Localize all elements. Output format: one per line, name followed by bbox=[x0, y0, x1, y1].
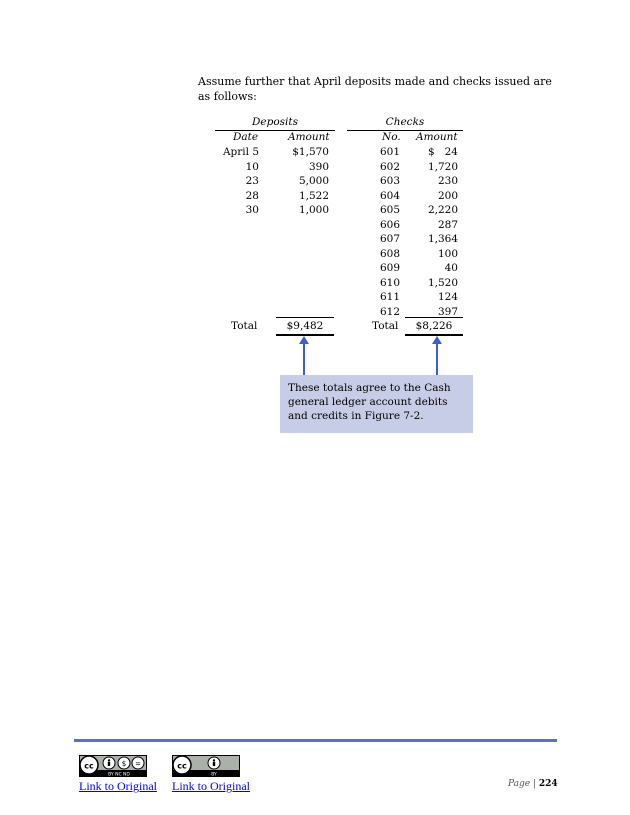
check-number: 601 bbox=[379, 146, 400, 158]
check-amount: 397 bbox=[437, 305, 458, 318]
deposits-total: $9,482 bbox=[286, 320, 324, 332]
check-amount: $ 24 bbox=[427, 146, 458, 158]
footer-rule bbox=[74, 739, 557, 742]
intro-paragraph: Assume further that April deposits made and checks issued are as follows: bbox=[198, 75, 552, 103]
checks-total: $8,226 bbox=[415, 320, 453, 332]
deposits-date-column bbox=[210, 145, 259, 218]
check-amount: 230 bbox=[437, 175, 458, 187]
deposits-amount-header: Amount bbox=[288, 131, 330, 143]
deposit-date: 10 bbox=[245, 160, 259, 173]
svg-text:BY: BY bbox=[211, 772, 217, 777]
check-amount: 1,720 bbox=[427, 160, 458, 173]
svg-text:cc: cc bbox=[84, 761, 94, 771]
cc-by-nc-nd-badge-icon bbox=[79, 755, 147, 777]
check-number: 605 bbox=[379, 204, 400, 216]
deposit-date: 30 bbox=[245, 204, 259, 216]
check-number: 611 bbox=[379, 291, 400, 303]
checks-header: Checks bbox=[385, 116, 425, 128]
deposits-arrow-icon bbox=[297, 336, 311, 376]
checks-no-header: No. bbox=[382, 131, 401, 143]
checks-total-top-rule bbox=[405, 317, 463, 318]
check-number: 612 bbox=[379, 305, 400, 318]
svg-text:BY NC ND: BY NC ND bbox=[108, 772, 130, 777]
link-to-original-2[interactable]: Link to Original bbox=[172, 779, 250, 793]
check-amount: 100 bbox=[437, 247, 458, 260]
check-number: 602 bbox=[379, 160, 400, 173]
deposit-amount: 390 bbox=[308, 160, 329, 173]
deposit-date: 28 bbox=[245, 189, 259, 202]
checks-amount-column bbox=[405, 145, 458, 319]
check-number: 606 bbox=[379, 218, 400, 231]
check-amount: 124 bbox=[437, 291, 458, 303]
check-number: 609 bbox=[379, 262, 400, 274]
check-amount: 2,220 bbox=[427, 204, 458, 216]
link-to-original-1[interactable]: Link to Original bbox=[79, 779, 157, 793]
check-amount: 200 bbox=[437, 189, 458, 202]
page-label: Page | bbox=[508, 779, 536, 789]
deposit-amount: 1,522 bbox=[298, 189, 329, 202]
svg-text:=: = bbox=[135, 760, 141, 768]
checks-total-label: Total bbox=[372, 320, 399, 332]
checks-amount-header: Amount bbox=[416, 131, 458, 143]
deposits-date-header: Date bbox=[233, 131, 259, 143]
deposits-total-top-rule bbox=[276, 317, 334, 318]
checks-arrow-icon bbox=[430, 336, 444, 376]
check-amount: 1,364 bbox=[427, 233, 458, 245]
totals-note-callout: These totals agree to the Cash general ledger account debits and credits in Figure 7-2. bbox=[280, 375, 473, 433]
check-number: 603 bbox=[379, 175, 400, 187]
deposits-total-label: Total bbox=[231, 320, 258, 332]
deposits-amount-column bbox=[276, 145, 329, 218]
page-number-value: 224 bbox=[538, 779, 558, 789]
check-number: 608 bbox=[379, 247, 400, 260]
deposit-amount: $1,570 bbox=[292, 146, 329, 158]
check-amount: 1,520 bbox=[427, 276, 458, 289]
check-number: 610 bbox=[379, 276, 400, 289]
deposit-date: April 5 bbox=[222, 146, 259, 158]
svg-text:$: $ bbox=[121, 760, 127, 768]
deposits-header: Deposits bbox=[251, 116, 299, 128]
deposit-amount: 1,000 bbox=[298, 204, 329, 216]
deposit-amount: 5,000 bbox=[298, 175, 329, 187]
cc-by-badge-icon bbox=[172, 755, 240, 777]
check-amount: 40 bbox=[444, 262, 458, 274]
check-amount: 287 bbox=[437, 218, 458, 231]
check-number: 604 bbox=[379, 189, 400, 202]
deposit-date: 23 bbox=[245, 175, 259, 187]
check-number: 607 bbox=[379, 233, 400, 245]
checks-no-column bbox=[370, 145, 400, 319]
page-number bbox=[508, 779, 558, 789]
svg-text:cc: cc bbox=[177, 761, 187, 771]
